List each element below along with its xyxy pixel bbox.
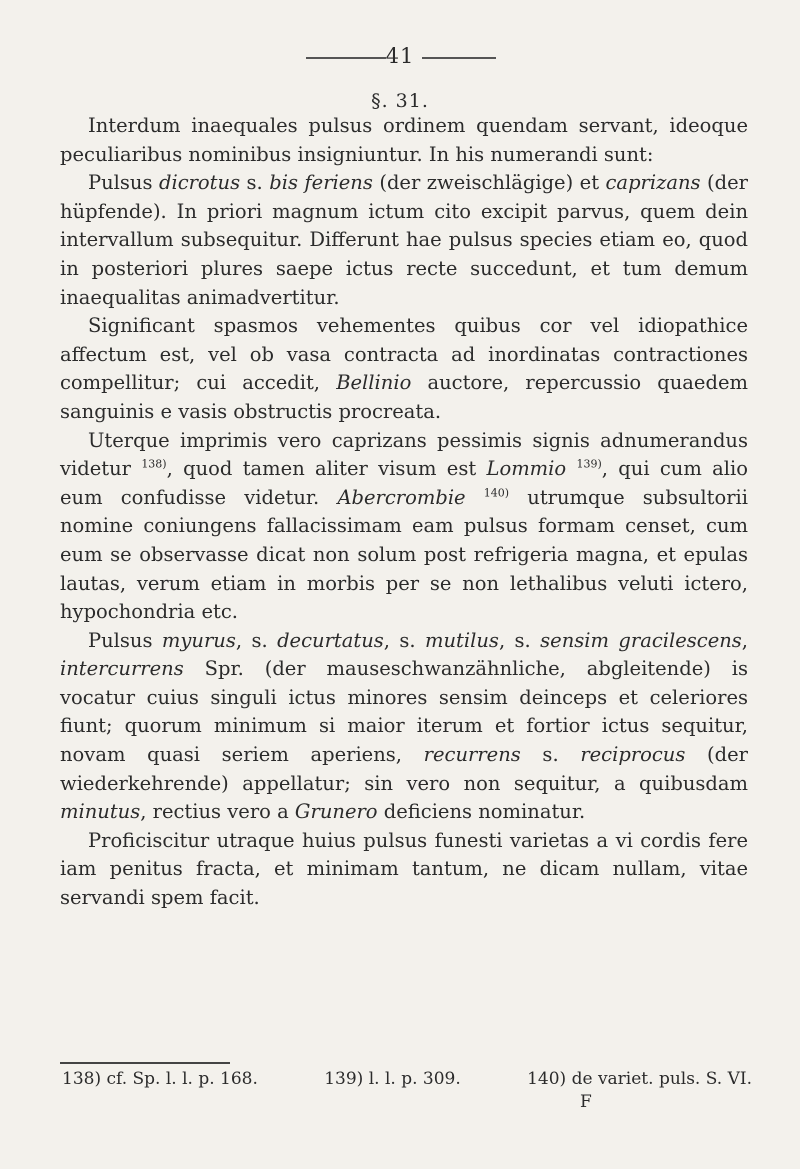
footnote-ref: 140) — [483, 486, 510, 500]
italic-term: reciprocus — [580, 743, 686, 767]
paragraph — [60, 427, 748, 627]
text-run: , quod tamen aliter visum est — [166, 457, 487, 481]
text-run: Spr. (der mauseschwanzähnliche, abgleitende) is vocatur cuius singuli ictus minores sensim deinceps et celeriores fiunt; quorum minimum si maior iterum et fortior ictus sequitur, novam quasi seriem aperiens, — [60, 657, 748, 767]
text-run: (der zweischlägige) et — [372, 171, 606, 195]
header-rule-left — [306, 57, 386, 59]
text-run — [566, 457, 576, 480]
italic-term: mutilus — [425, 628, 499, 652]
text-run: Significant spasmos vehementes quibus cor vel idiopathice affectum est, vel ob vasa contracta ad inordinatas contractiones compellitur; cui accedit, — [60, 314, 748, 395]
paragraph — [60, 112, 748, 169]
italic-term: decurtatus — [277, 628, 384, 652]
italic-term: Bellinio — [336, 371, 412, 395]
text-run: utrumque subsultorii nomine coniungens fallacissimam eam pulsus formam censet, cum eum se observasse dicat non solum post refrigeria magna, et epulas lautas, verum etiam in morbis per se non lethalibus veluti ictero, hypochondria etc. — [60, 485, 749, 624]
footnote-138: 138) cf. Sp. l. l. p. 168. — [62, 1069, 258, 1089]
paragraph — [60, 827, 748, 913]
text-run: deficiens nominatur. — [377, 800, 586, 824]
text-run: Uterque imprimis vero caprizans pessimis signis adnumerandus videtur — [60, 428, 748, 481]
footnote-rule — [60, 1062, 230, 1064]
italic-term: Grunero — [294, 800, 378, 824]
paragraph — [60, 169, 748, 312]
text-run: Pulsus — [88, 628, 162, 652]
header-rule-right — [422, 57, 496, 59]
text-run: auctore, repercussio quaedem sanguinis e vasis obstructis procreata. — [60, 371, 748, 423]
text-run: , s. — [383, 628, 425, 652]
section-heading: §. 31. — [371, 90, 429, 112]
italic-term: minutus — [60, 800, 141, 824]
footnote-139: 139) l. l. p. 309. — [324, 1069, 461, 1089]
text-run: s. — [520, 743, 581, 767]
footnote-ref: 139) — [576, 457, 602, 471]
italic-term: bis feriens — [269, 171, 373, 195]
text-run: , — [741, 628, 748, 652]
italic-term: myurus — [161, 628, 236, 652]
text-run: Proficiscitur utraque huius pulsus funesti varietas a vi cordis fere iam penitus fracta, et minimam tantum, ne dicam nullam, vitae servandi spem facit. — [60, 828, 748, 910]
text-run: , qui cum alio eum confudisse videtur. — [60, 457, 748, 509]
text-run: s. — [240, 171, 270, 195]
text-run — [466, 486, 484, 509]
signature-mark: F — [580, 1092, 594, 1112]
footnotes — [62, 1069, 752, 1089]
italic-term: Abercrombie — [337, 485, 466, 509]
footnote-ref: 138) — [141, 457, 167, 471]
text-run: (der wiederkehrende) appellatur; sin vero non sequitur, a quibusdam — [60, 743, 748, 795]
text-run: (der hüpfende). In priori magnum ictum cito excipit parvus, quem dein intervallum subsequitur. Differunt hae pulsus species etiam eo, quod in posteriori plures saepe ictus recte succedunt, et tum demum inaequalitas animadvertitur. — [60, 171, 749, 309]
body-text — [60, 112, 748, 913]
footnote-140: 140) de variet. puls. S. VI. — [527, 1069, 752, 1089]
page-number: 41 — [385, 44, 415, 68]
paragraph — [60, 627, 748, 827]
italic-term: sensim gracilescens — [540, 628, 742, 652]
text-run: , s. — [498, 628, 541, 652]
text-run: Interdum inaequales pulsus ordinem quendam servant, ideoque peculiaribus nominibus insigniuntur. In his numerandi sunt: — [60, 114, 748, 166]
italic-term: dicrotus — [158, 171, 241, 195]
text-run: , rectius vero a — [140, 800, 295, 824]
italic-term: Lommio — [486, 457, 567, 481]
italic-term: intercurrens — [60, 657, 184, 681]
italic-term: recurrens — [423, 743, 521, 767]
paragraph — [60, 312, 748, 426]
text-run: , s. — [235, 628, 278, 652]
italic-term: caprizans — [605, 171, 701, 195]
text-run: Pulsus — [88, 171, 159, 195]
